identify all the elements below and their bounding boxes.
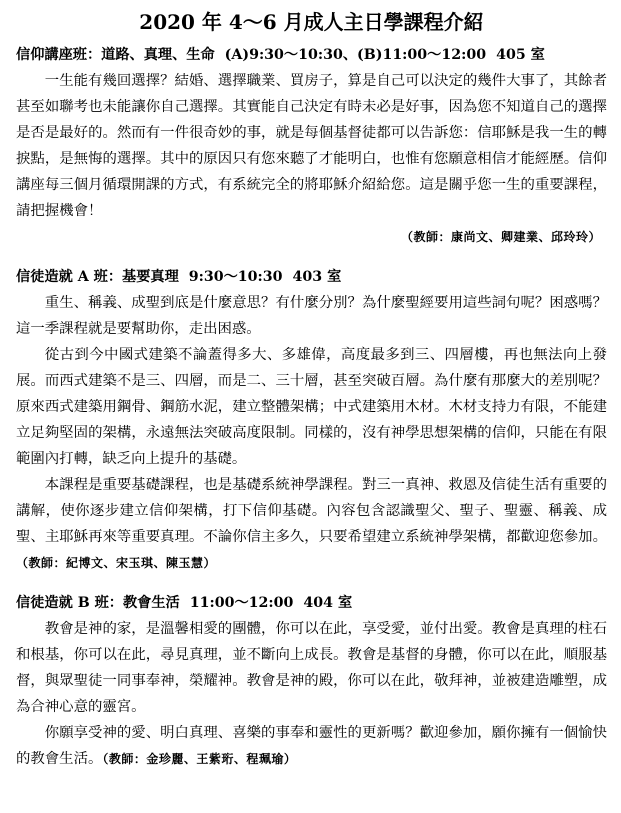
course-description-text: 本課程是重要基礎課程，也是基礎系統神學課程。對三一真神、救恩及信徒生活有重要的講解，使你逐步建立信仰架構，打下信仰基礎。內容包含認識聖父、聖子、聖靈、稱義、成聖、主耶穌再來等重要真理。不論你信主多久，只要希望建立系統神學架構，都歡迎您參加。 bbox=[16, 477, 607, 545]
course-heading bbox=[16, 42, 607, 68]
course-section-faith-lecture bbox=[16, 42, 607, 250]
course-room: 403 室 bbox=[292, 269, 342, 285]
course-name: 信仰講座班：道路、真理、生命 bbox=[16, 47, 215, 63]
course-time: 11:00～12:00 bbox=[189, 595, 294, 611]
course-room: 404 室 bbox=[303, 595, 353, 611]
course-description: 教會是神的家，是溫馨相愛的團體，你可以在此，享受愛，並付出愛。教會是真理的柱石和根基，你可以在此，尋見真理，並不斷向上成長。教會是基督的身體，你可以在此，順服基督，與眾聖徒一同事奉神，榮耀神。教會是神的殿，你可以在此，敬拜神，並被建造雕塑，成為合神心意的靈宮。 bbox=[16, 621, 607, 715]
teacher-list: （教師：金珍麗、王紫珩、程珮瑜） bbox=[102, 752, 297, 766]
course-description: 一生能有幾回選擇？結婚、選擇職業、買房子，算是自己可以決定的幾件大事了，其餘者甚至如聯考也未能讓你自己選擇。其實能自己決定有時未必是好事，因為您不知道自己的選擇是否是最好的。然而有一件很奇妙的事，就是每個基督徒都可以告訴您：信耶穌是我一生的轉捩點，是無悔的選擇。其中的原因只有您來聽了才能明白，也惟有您願意相信才能經歷。信仰講座每三個月循環開課的方式，有系統完全的將耶穌介紹給您。這是關乎您一生的重要課程，請把握機會！ bbox=[16, 73, 607, 219]
course-description: 重生、稱義、成聖到底是什麼意思？有什麼分別？為什麼聖經要用這些詞句呢？困惑嗎？這一季課程就是要幫助你，走出困惑。 bbox=[16, 295, 607, 337]
course-time: 9:30～10:30 bbox=[188, 269, 283, 285]
course-heading bbox=[16, 264, 607, 290]
course-section-discipleship-a bbox=[16, 264, 607, 576]
course-name: 信徒造就 A 班：基要真理 bbox=[16, 269, 179, 285]
course-room: 405 室 bbox=[496, 47, 545, 63]
course-heading bbox=[16, 590, 607, 616]
course-name: 信徒造就 B 班：教會生活 bbox=[16, 595, 180, 611]
course-description bbox=[16, 720, 607, 772]
course-time: (A)9:30～10:30、(B)11:00～12:00 bbox=[224, 47, 487, 63]
teacher-list: （教師：紀博文、宋玉琪、陳玉慧） bbox=[16, 556, 217, 570]
course-section-discipleship-b bbox=[16, 590, 607, 772]
course-description-text: 你願享受神的愛、明白真理、喜樂的事奉和靈性的更新嗎？歡迎參加，願你擁有一個愉快的教會生活。 bbox=[16, 725, 607, 767]
teacher-list: （教師：康尚文、卿建業、邱玲玲） bbox=[400, 230, 601, 244]
course-description: 從古到今中國式建築不論蓋得多大、多雄偉，高度最多到三、四層樓，再也無法向上發展。而西式建築不是三、四層，而是二、三十層，甚至突破百層。為什麼有那麼大的差別呢？原來西式建築用鋼骨、鋼筋水泥，建立整體架構；中式建築用木材。木材支持力有限，不能建立足夠堅固的架構，永遠無法突破高度限制。同樣的，沒有神學思想架構的信仰，只能在有限範圍內打轉，缺乏向上提升的基礎。 bbox=[16, 347, 607, 467]
course-description bbox=[16, 472, 607, 576]
document-title: 2020 年 4～6 月成人主日學課程介紹 bbox=[139, 10, 484, 34]
